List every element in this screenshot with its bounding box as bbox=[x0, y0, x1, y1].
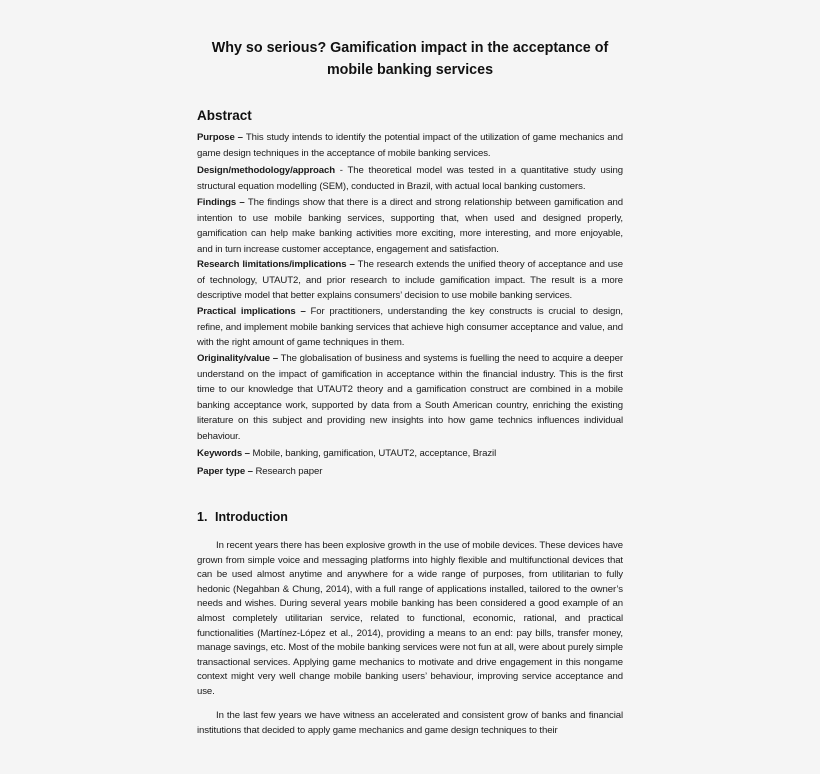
section-label: Findings bbox=[197, 197, 237, 208]
section-label: Design/methodology/approach bbox=[197, 165, 336, 176]
section-text: The globalisation of business and systems is fuelling the need to acquire a deeper understand on the impact of gamification in acceptance within the financial industry. This is the first time to our knowledge that UTAUT2 theory and a gamification construct are combined in a mobile banking acceptance work, supported by data from a South American country, enriching the existing literature on this subject and providing new insights into how game technics influences individual behaviour. bbox=[197, 353, 623, 442]
section-label: Purpose bbox=[197, 132, 235, 143]
intro-paragraph-1: In recent years there has been explosive growth in the use of mobile devices. These devices have grown from simple voice and messaging platforms into highly flexible and multifunctional devices that can be used almost anytime and anywhere for a wide range of purposes, from utilitarian to fully hedonic (Negahban & Chung, 2014), with a full range of applications installed, tailored to the owner’s needs and wishes. During several years mobile banking has been considered a good example of an almost completely utilitarian service, related to functional, economic, rational, and practical functionalities (Martínez-López et al., 2014), providing a means to an end: pay bills, transfer money, manage savings, etc. Most of the mobile banking services were not fun at all, were about purely simple transactional services. Applying game mechanics to motivate and drive engagement in this nongame context might very well change mobile banking users’ behaviour, improving service acceptance and use. bbox=[197, 540, 624, 697]
section-label: Practical implications bbox=[197, 306, 296, 317]
paper-type-label: Paper type bbox=[197, 466, 246, 477]
section-text: The research extends the unified theory of acceptance and use of technology, UTAUT2, and prior research to include gamification impact. The result is a more descriptive model that better explains consumers’ decision to use mobile banking services. bbox=[197, 259, 623, 301]
section-text: The findings show that there is a direct and strong relationship between gamification and intention to use mobile banking services, supporting that, when used and designed properly, gamification can help make banking activities more exciting, more interesting, and more enjoyable, and in turn increase customer acceptance, engagement and satisfaction. bbox=[197, 197, 623, 255]
title-line-1: Why so serious? Gamification impact in the acceptance of bbox=[211, 40, 609, 56]
section-title: Introduction bbox=[215, 510, 288, 524]
section-label: Research limitations/implications bbox=[197, 259, 347, 270]
abstract-design: Design/methodology/approach - The theoretical model was tested in a quantitative study using structural equation modelling (SEM), conducted in Brazil, with actual local banking customers. bbox=[197, 165, 623, 192]
section-number: 1. bbox=[197, 510, 208, 524]
paper-type: Paper type – Research paper bbox=[197, 466, 323, 477]
keywords-text: Mobile, banking, gamification, UTAUT2, acceptance, Brazil bbox=[252, 448, 497, 459]
abstract-originality: Originality/value – The globalisation of business and systems is fuelling the need to acquire a deeper understand on the impact of gamification in acceptance within the financial industry. This is the first time to our knowledge that UTAUT2 theory and a gamification construct are combined in a mobile banking acceptance work, supported by data from a South American country, enriching the existing literature on this subject and providing new insights into how game technics influences individual behaviour. bbox=[197, 353, 623, 442]
abstract-practical-implications: Practical implications – For practitioners, understanding the key constructs is crucial to design, refine, and implement mobile banking services that achieve high consumer acceptance and value, and with the right amount of game techniques in them. bbox=[197, 306, 624, 348]
abstract-findings: Findings – The findings show that there is a direct and strong relationship between gamification and intention to use mobile banking services, supporting that, when used and designed properly, gamification can help make banking activities more exciting, more interesting, and more enjoyable, and in turn increase customer acceptance, engagement and satisfaction. bbox=[197, 197, 623, 255]
title-line-2: mobile banking services bbox=[326, 62, 494, 78]
section-text: The theoretical model was tested in a quantitative study using structural equation modelling (SEM), conducted in Brazil, with actual local banking customers. bbox=[197, 165, 623, 192]
intro-paragraph-2: In the last few years we have witness an accelerated and consistent grow of banks and financial institutions that decided to apply game mechanics and game design techniques to their bbox=[197, 710, 623, 736]
section-text: For practitioners, understanding the key constructs is crucial to design, refine, and implement mobile banking services that achieve high consumer acceptance and value, and with the right amount of game techniques in them. bbox=[197, 306, 624, 348]
abstract-heading: Abstract bbox=[197, 108, 252, 123]
section-label: Originality/value bbox=[197, 353, 270, 364]
introduction-heading bbox=[197, 510, 288, 524]
paper-title bbox=[197, 37, 623, 81]
section-text: This study intends to identify the potential impact of the utilization of game mechanics and game design techniques in the acceptance of mobile banking services. bbox=[197, 132, 623, 159]
abstract-research-limitations: Research limitations/implications – The research extends the unified theory of acceptance and use of technology, UTAUT2, and prior research to include gamification impact. The result is a more descriptive model that better explains consumers’ decision to use mobile banking services. bbox=[197, 259, 623, 301]
keywords-label: Keywords bbox=[197, 448, 243, 459]
abstract-purpose: Purpose – This study intends to identify the potential impact of the utilization of game mechanics and game design techniques in the acceptance of mobile banking services. bbox=[197, 132, 623, 159]
keywords: Keywords – Mobile, banking, gamification, UTAUT2, acceptance, Brazil bbox=[197, 448, 497, 459]
paper-type-text: Research paper bbox=[255, 466, 323, 477]
